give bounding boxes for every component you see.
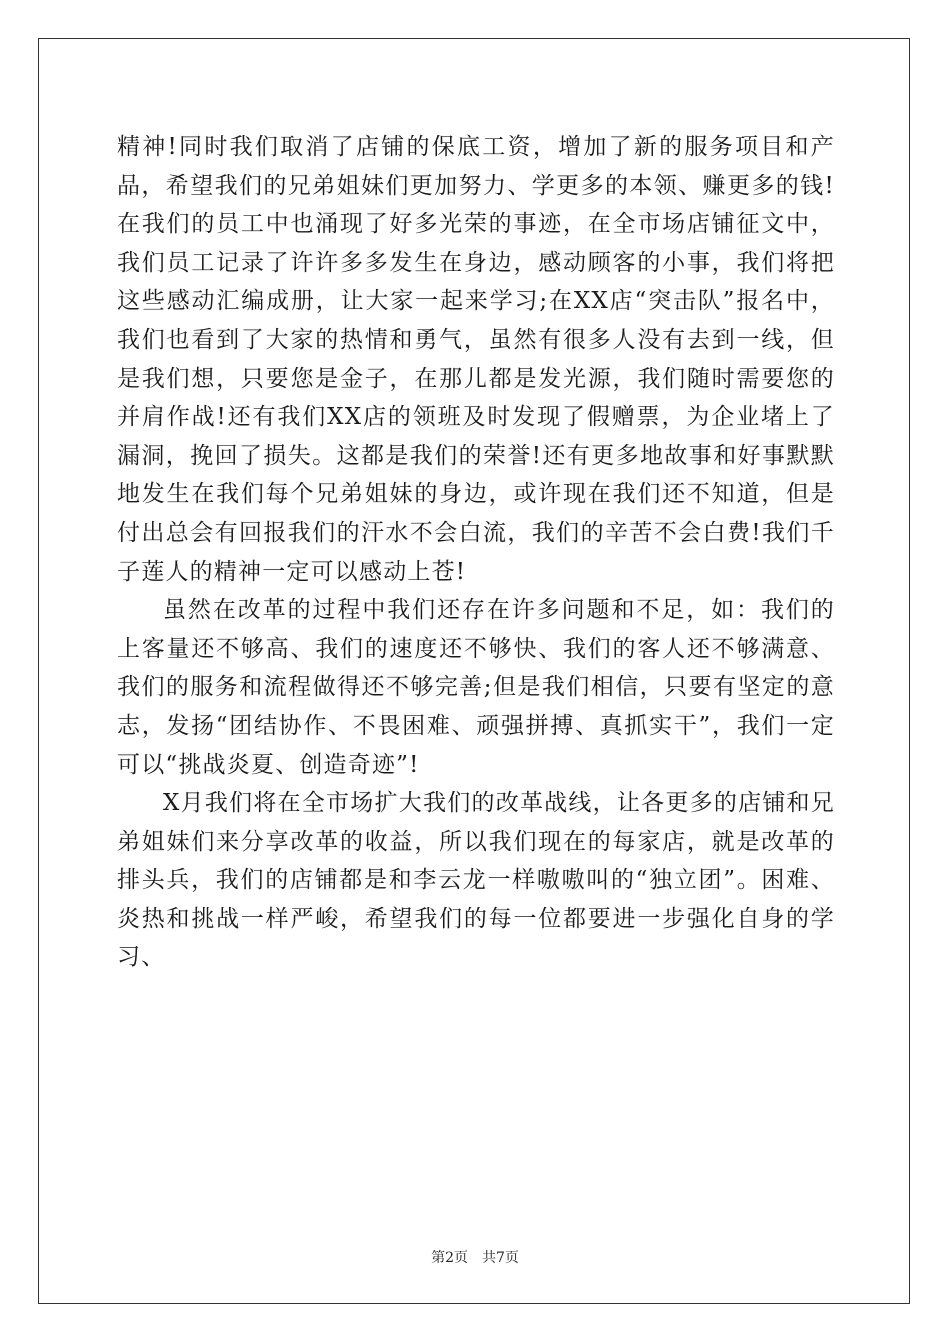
page-footer [0, 1247, 950, 1267]
document-body [117, 128, 835, 977]
page-number-current: 第2页 [431, 1250, 468, 1266]
paragraph-1: 精神!同时我们取消了店铺的保底工资，增加了新的服务项目和产品，希望我们的兄弟姐妹们更加努力、学更多的本领、赚更多的钱!在我们的员工中也涌现了好多光荣的事迹，在全市场店铺征文中，我们员工记录了许许多多发生在身边，感动顾客的小事，我们将把这些感动汇编成册，让大家一起来学习;在XX店“突击队”报名中，我们也看到了大家的热情和勇气，虽然有很多人没有去到一线，但是我们想，只要您是金子，在那儿都是发光源，我们随时需要您的并肩作战!还有我们XX店的领班及时发现了假赠票，为企业堵上了漏洞，挽回了损失。这都是我们的荣誉!还有更多地故事和好事默默地发生在我们每个兄弟姐妹的身边，或许现在我们还不知道，但是付出总会有回报我们的汗水不会白流，我们的辛苦不会白费!我们千子莲人的精神一定可以感动上苍! [117, 134, 835, 585]
paragraph-2: 虽然在改革的过程中我们还存在许多问题和不足，如：我们的上客量还不够高、我们的速度还不够快、我们的客人还不够满意、我们的服务和流程做得还不够完善;但是我们相信，只要有坚定的意志，发扬“团结协作、不畏困难、顽强拼搏、真抓实干”，我们一定可以“挑战炎夏、创造奇迹”! [117, 597, 835, 778]
paragraph-3: X月我们将在全市场扩大我们的改革战线，让各更多的店铺和兄弟姐妹们来分享改革的收益，所以我们现在的每家店，就是改革的排头兵，我们的店铺都是和李云龙一样嗷嗷叫的“独立团”。困难、炎热和挑战一样严峻，希望我们的每一位都要进一步强化自身的学习、 [117, 790, 835, 971]
page-number-total: 共7页 [482, 1250, 519, 1266]
